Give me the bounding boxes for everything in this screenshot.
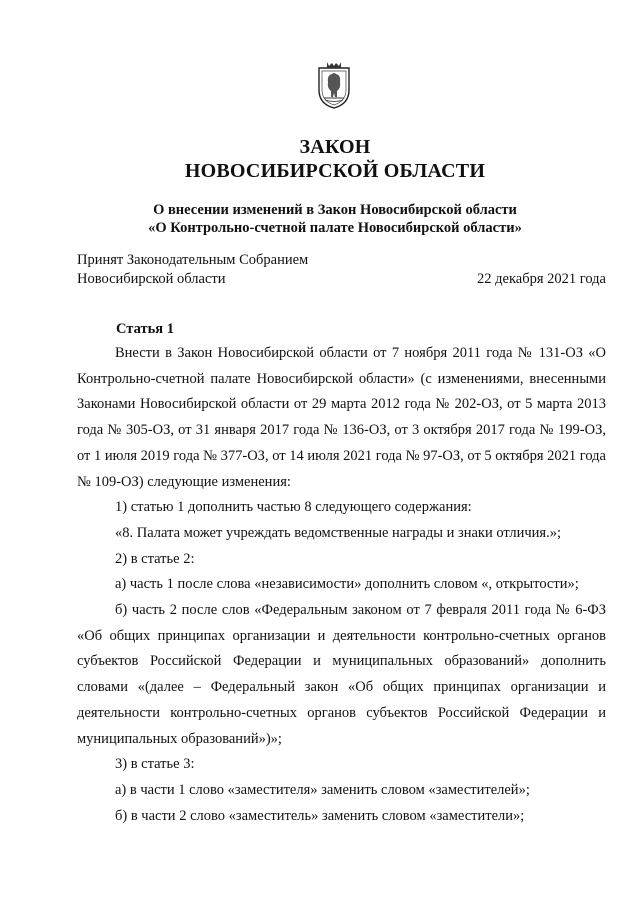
law-region-title: НОВОСИБИРСКОЙ ОБЛАСТИ xyxy=(184,160,486,182)
law-title: ЗАКОН xyxy=(299,136,371,158)
article-heading: Статья 1 xyxy=(116,321,174,337)
law-subject-line1: О внесении изменений в Закон Новосибирской области xyxy=(153,202,517,218)
adoption-date: 22 декабря 2021 года xyxy=(477,271,606,287)
adopted-by-line1: Принят Законодательным Собранием xyxy=(77,252,309,268)
paragraph: «8. Палата может учреждать ведомственные награды и знаки отличия.»; xyxy=(115,524,561,541)
paragraph: Внести в Закон Новосибирской области от 7 ноября 2011 года № 131-ОЗ «О Контрольно-счетной палате Новосибирской области» (с изменениями, внесенными Законами Новосибирской области от 29 марта 2012 года № 202-ОЗ, от 5 марта 2013 года № 305-ОЗ, от 31 января 2017 года № 136-ОЗ, от 3 октября 2017 года № 199-ОЗ, от 1 июля 2019 года № 377-ОЗ, от 14 июля 2021 года № 97-ОЗ, от 5 октября 2021 года № 109-ОЗ) следующие изменения: xyxy=(77,345,606,490)
law-subject-line2: «О Контрольно-счетной палате Новосибирской области» xyxy=(148,220,522,236)
article-body xyxy=(77,341,606,829)
paragraph: 2) в статье 2: xyxy=(115,550,195,567)
paragraph: б) часть 2 после слов «Федеральным законом от 7 февраля 2011 года № 6-ФЗ «Об общих принципах организации и деятельности контрольно-счетных органов субъектов Российской Федерации и муниципальных образований» дополнить словами «(далее – Федеральный закон «Об общих принципах организации и деятельности контрольно-счетных органов субъектов Российской Федерации и муниципальных образований»)»; xyxy=(77,602,606,747)
paragraph: 3) в статье 3: xyxy=(115,756,195,773)
paragraph: б) в части 2 слово «заместитель» заменить словом «заместители»; xyxy=(115,807,525,824)
adopted-by-line2: Новосибирской области xyxy=(77,271,226,287)
paragraph: 1) статью 1 дополнить частью 8 следующего содержания: xyxy=(115,499,472,516)
coat-of-arms-icon xyxy=(315,60,353,110)
paragraph: а) в части 1 слово «заместителя» заменить словом «заместителей»; xyxy=(115,781,530,798)
paragraph: а) часть 1 после слова «независимости» дополнить словом «, открытости»; xyxy=(115,576,579,593)
